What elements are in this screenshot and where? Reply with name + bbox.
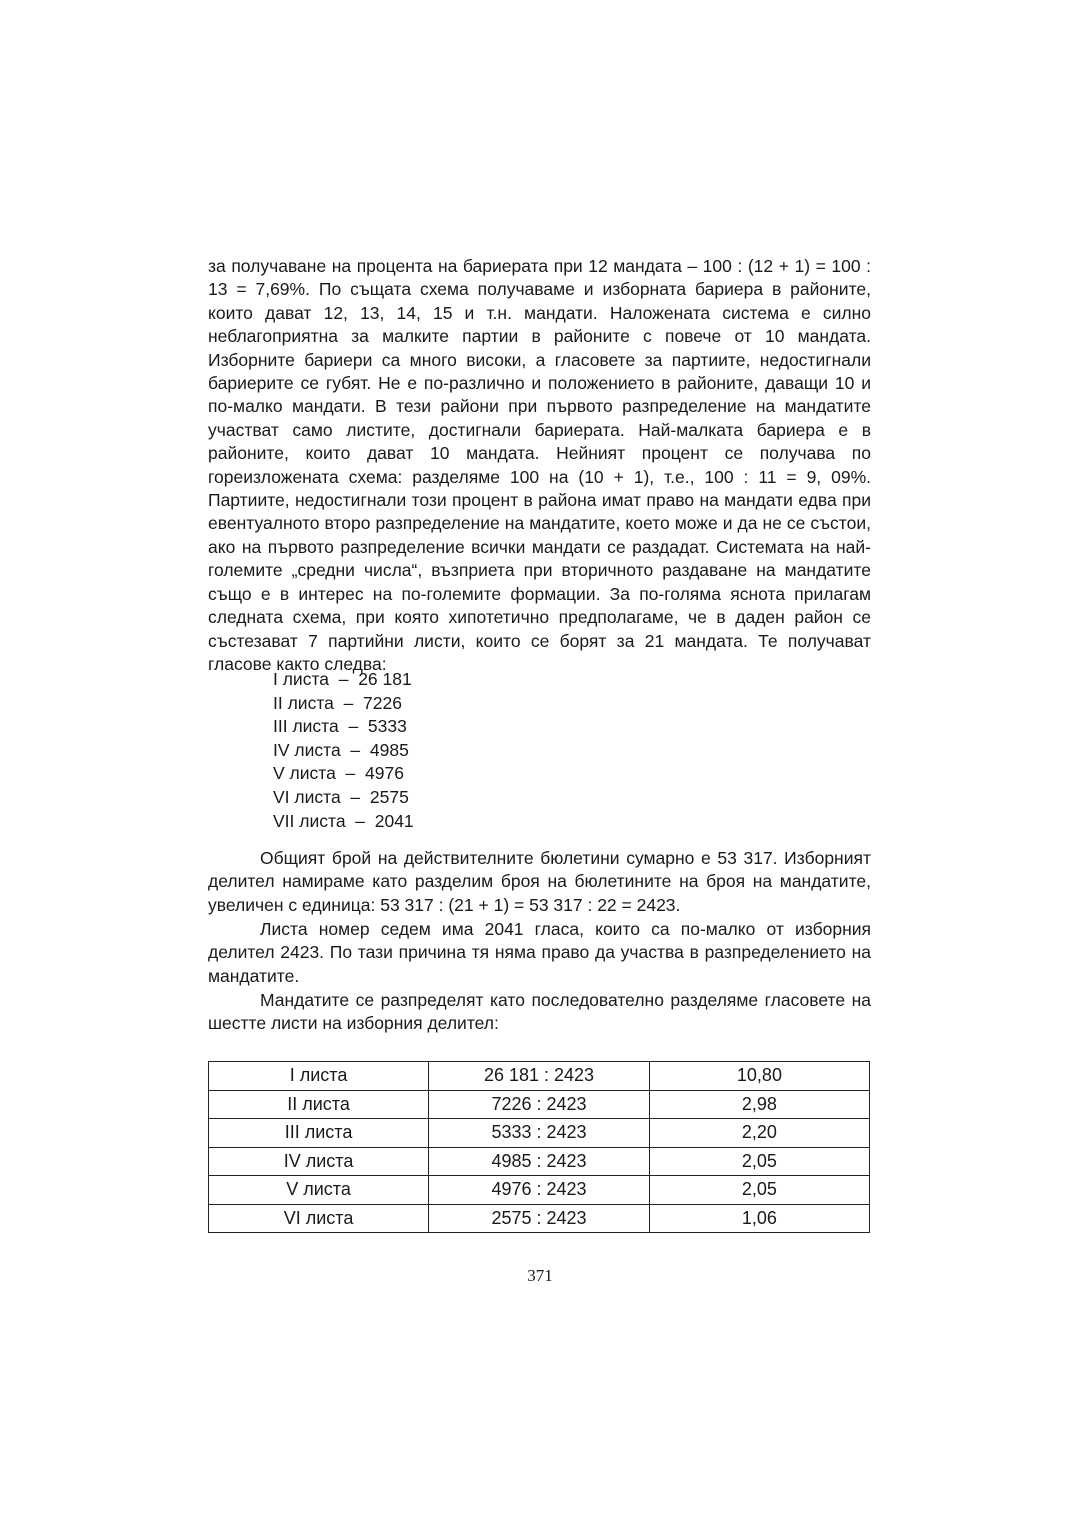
list-item: V листа – 4976 [273,763,404,784]
list-item: I листа – 26 181 [273,669,412,689]
list-cell: IV листа [209,1147,429,1176]
paragraph-intro: за получаване на процента на бариерата при 12 мандата – 100 : (12 + 1) = 100 : 13 = 7,69%. По същата схема получаваме и изборната бариера в районите, които дават 12, 13, 14, 15 и т.н. мандати. Наложената система е силно неблагоприятна за малките партии в районите с повече от 10 мандата. Изборните бариери са много високи, а гласовете за партиите, недостигнали бариерите се губят. Не е по-различно и положението в районите, даващи 10 и по-малко мандати. В тези райони при първото разпределение на мандатите участват само листите, достигнали бариерата. Най-малката бариера е в районите, които дават 10 мандата. Нейният процент се получава по гореизложената схема: разделяме 100 на (10 + 1), т.е., 100 : 11 = 9, 09%. Партиите, недостигнали този процент в района имат право на мандати едва при евентуалното второ разпределение на мандатите, което може и да не се състои, ако на първото разпределение всички мандати се раздадат. Системата на най-големите „средни числа“, възприета при вторичното раздаване на мандатите също е в интерес на по-големите формации. За по-голяма яснота прилагам следната схема, при която хипотетично предполагаме, че в даден район се състезават 7 партийни листи, които се борят за 21 мандата. Те получават гласове както следва: [208,256,871,674]
list-cell: III листа [209,1119,429,1148]
list-cell: V листа [209,1176,429,1205]
table-row [209,1119,870,1148]
result-cell: 1,06 [649,1204,869,1233]
division-cell: 4985 : 2423 [429,1147,650,1176]
list-cell: I листа [209,1062,429,1091]
division-cell: 26 181 : 2423 [429,1062,650,1091]
division-cell: 7226 : 2423 [429,1090,650,1119]
result-cell: 2,05 [649,1147,869,1176]
table-row [209,1062,870,1091]
list-item: VI листа – 2575 [273,786,409,807]
distribution-table [208,1061,870,1233]
result-cell: 2,20 [649,1119,869,1148]
table-row [209,1204,870,1233]
table-row [209,1147,870,1176]
list-item: III листа – 5333 [273,716,407,737]
table-row [209,1176,870,1205]
page-number: 371 [527,1266,553,1285]
result-cell: 10,80 [649,1062,869,1091]
votes-list [273,668,414,833]
list-item: VII листа – 2041 [273,810,414,831]
division-cell: 4976 : 2423 [429,1176,650,1205]
paragraph-distribution: Мандатите се разпределят като последователно разделяме гласовете на шестте листи на изборния делител: [208,990,871,1034]
list-cell: II листа [209,1090,429,1119]
paragraph-list-seven: Листа номер седем има 2041 гласа, които са по-малко от изборния делител 2423. По тази причина тя няма право да участва в разпределението на мандатите. [208,919,871,986]
table-row [209,1090,870,1119]
list-item: II листа – 7226 [273,692,402,713]
paragraph-total-ballots: Общият брой на действителните бюлетини сумарно е 53 317. Изборният делител намираме като разделим броя на бюлетините на броя на мандатите, увеличен с единица: 53 317 : (21 + 1) = 53 317 : 22 = 2423. [208,848,871,915]
list-item: IV листа – 4985 [273,739,409,760]
division-cell: 2575 : 2423 [429,1204,650,1233]
result-cell: 2,98 [649,1090,869,1119]
division-cell: 5333 : 2423 [429,1119,650,1148]
result-cell: 2,05 [649,1176,869,1205]
list-cell: VI листа [209,1204,429,1233]
